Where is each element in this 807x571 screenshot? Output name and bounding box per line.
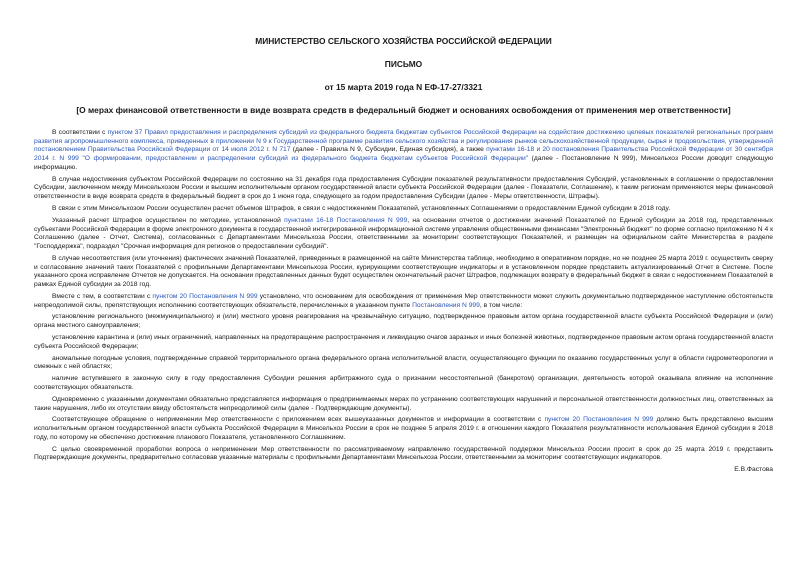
paragraph-text: установлено, что основанием для освобождения от применения Мер ответственности может служить документально подтвержденное наступление обстоятельств непреодолимой силы, препятствующих исполнению соответствующих обязательств, перечисленных в указанном пункте	[34, 292, 773, 309]
document	[34, 36, 773, 475]
document-body	[34, 129, 773, 463]
link-point-20[interactable]: пунктом 20 Постановления N 999	[152, 292, 258, 300]
ministry-name: МИНИСТЕРСТВО СЕЛЬСКОГО ХОЗЯЙСТВА РОССИЙСКОЙ ФЕДЕРАЦИИ	[255, 36, 552, 46]
link-point-20-appeal[interactable]: пунктом 20 Постановления N 999	[544, 416, 654, 424]
paragraph-intro	[34, 129, 773, 173]
paragraph-text: , на основании отчетов о достижении значений Показателей по Единой субсидии за 2018 год, представленных субъектами Российской Федерации в форме электронного документа в государственной интегрированной информационной системе управления общественными финансами "Электронный бюджет" по форме согласно приложению N 4 к Соглашению (далее - Отчет, Система), согласованных с Департаментами Минсельхоза России, ответственными за мониторинг соответствующих Показателей, и размещен на официальном сайте Министерства в разделе "Господдержка", подраздел "Срочная информация для регионов о предоставлении субсидий".	[34, 216, 773, 250]
list-item: наличие вступившего в законную силу в году предоставления Субсидии решения арбитражного суда о признании несостоятельной (банкротом) организации, деятельность которой оказывала влияние на исполнение соответствующих обязательств.	[34, 375, 773, 391]
list-item: установление регионального (межмуниципального) и (или) местного уровня реагирования на чрезвычайную ситуацию, подтвержденное правовым актом органа государственной власти субъекта Российской Федерации и (или) органа местного самоуправления;	[34, 313, 773, 330]
document-date-number: от 15 марта 2019 года N ЕФ-17-27/3321	[324, 82, 483, 92]
paragraph-text: Соответствующее обращение о неприменении Мер ответственности с приложением всех вышеуказанных документов и информации в соответствии с	[52, 416, 545, 424]
paragraph-calculation: В связи с этим Минсельхозом России осуществлен расчет объемов Штрафов, в связи с недостижением Показателей, установленных Соглашениями о предоставлении Единой субсидии в 2018 году.	[52, 205, 671, 212]
link-resolution-999-short[interactable]: Постановления N 999	[412, 301, 480, 309]
paragraph-text: Вместе с тем, в соответствии с	[52, 292, 153, 300]
paragraph-text: (далее - Правила N 9, Субсидии, Единая субсидия), а также	[290, 146, 487, 154]
signature: Е.В.Фастова	[734, 466, 773, 474]
paragraph-text: , в том числе:	[479, 301, 523, 309]
paragraph-appeal	[34, 416, 773, 442]
paragraph-penalties: В случае недостижения субъектом Российской Федерации по состоянию на 31 декабря года предоставления Субсидии показателей результативности предоставления Субсидий, установленных в соглашении о предоставлении Субсидии, заключенном между Минсельхозом России и высшим исполнительным органом государственной власти субъекта Российской Федерации (далее - Показатели, Соглашение), к таким регионам применяются меры финансовой ответственности в виде возврата средств в федеральный бюджет в срок до 1 июня года, следующего за годом предоставления Субсидии (далее - Меры ответственности, Штрафы).	[34, 175, 773, 201]
list-item: установление карантина и (или) иных ограничений, направленных на предотвращение распространения и ликвидацию очагов заразных и иных болезней животных, подтвержденное правовым актом органа государственной власти субъекта Российской Федерации;	[34, 334, 773, 350]
document-type: ПИСЬМО	[384, 59, 423, 69]
paragraph-method	[34, 217, 773, 252]
link-resolution-999[interactable]: пунктами 16-18 и 20 постановления Правительства Российской Федерации от 30 сентября 2014 г. N 999 "О формировании, предоставлении и распределении субсидий из федерального бюджета бюджетам субъектов Российской Федерации"	[34, 146, 773, 163]
paragraph-verification: В случае несоответствия (или уточнения) фактических значений Показателей, приведенных в размещенной на сайте Министерства таблице, необходимо в оперативном порядке, но не позднее 25 марта 2019 г. осуществить сверку и согласование значений таких Показателей с профильными Департаментами Минсельхоза России, курирующими соответствующие индикаторы и в установленном порядке представить актуализированный Отчет в Системе. После указанного срока исправление Отчетов не допускается. На основании представленных данных будет осуществлен окончательный расчет Штрафов, подлежащих возврату в федеральный бюджет в связи с недостижением Показателей в рамках Единой субсидии за 2018 год.	[34, 254, 773, 288]
paragraph-force-majeure	[34, 293, 773, 310]
paragraph-text: (далее - Постановление N 999), Минсельхоз России доводит следующую информацию.	[34, 155, 773, 171]
paragraph-text: В соответствии с	[52, 129, 108, 136]
paragraph-text: Указанный расчет Штрафов осуществлен по методике, установленной	[52, 216, 285, 224]
paragraph-request: С целью своевременной проработки вопроса о неприменении Мер ответственности по рассматриваемому направлению государственной поддержки Минсельхоз России просит в срок до 25 марта 2019 г. представить Подтверждающие документы, предварительно согласовав указанные материалы с профильными Департаментами Минсельхоза России, ответственными за мониторинг соответствующих индикаторов.	[34, 445, 773, 462]
document-title: [О мерах финансовой ответственности в виде возврата средств в федеральный бюджет и основаниях освобождения от применения мер ответственности]	[76, 105, 731, 115]
link-rules-p37[interactable]: пунктом 37 Правил предоставления и распределения субсидий из федерального бюджета бюджетам субъектов Российской Федерации на содействие достижению целевых показателей региональных программ развития агропромышленного комплекса, приведенных в приложении N 9 к Государственной программе развития сельского хозяйства и регулирования рынков сельскохозяйственной продукции, сырья и продовольствия, утвержденной постановлением Правительства Российской Федерации от 14 июля 2012 г. N 717	[34, 129, 773, 154]
link-points-16-18[interactable]: пунктами 16-18 Постановления N 999	[284, 216, 408, 224]
paragraph-supporting-docs: Одновременно с указанными документами обязательно представляется информация о предпринимаемых мерах по устранению соответствующих нарушений и персональной ответственности должностных лиц, ответственных за такие нарушения, либо их отсутствии ввиду обстоятельств непреодолимой силы (далее - Подтверждающие документы).	[34, 395, 773, 412]
paragraph-text: должно быть представлено высшим исполнительным органом государственной власти субъекта Российской Федерации в Минсельхоз России в срок не позднее 5 апреля 2019 г. в отношении каждого Показателя результативности использования Единой субсидии в 2018 году, по которому не обеспечено достижение планового Показателя, установленного Соглашением.	[34, 416, 773, 441]
list-item: аномальные погодные условия, подтвержденные справкой территориального органа федерального органа исполнительной власти, осуществляющего функции по оказанию государственных услуг в области гидрометеорологии и смежных с ней областях;	[34, 354, 773, 371]
